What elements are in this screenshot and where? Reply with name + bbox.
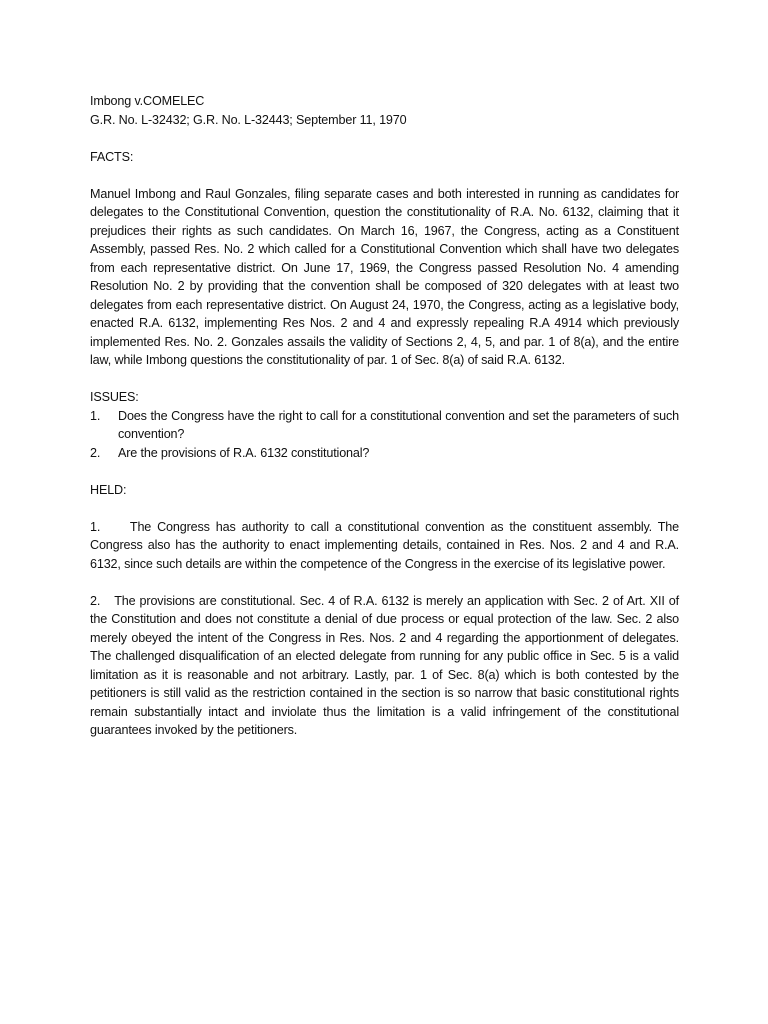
held-heading: HELD: [90, 482, 127, 497]
facts-paragraph: Manuel Imbong and Raul Gonzales, filing separate cases and both interested in running as candidates for delegates to the Constitutional Convention, question the constitutionality of R.A. No. 6132, claiming that it prejudices their rights as such candidates. On March 16, 1967, the Congress, acting as a Constituent Assembly, passed Res. No. 2 which called for a Constitutional Convention which shall have two delegates from each representative district. On June 17, 1969, the Congress passed Resolution No. 4 amending Resolution No. 2 by providing that the convention shall be composed of 320 delegates with at least two delegates from each representative district. On August 24, 1970, the Congress, acting as a legislative body, enacted R.A. 6132, implementing Res Nos. 2 and 4 and expressly repealing R.A 4914 which previously implemented Res. No. 2. Gonzales assails the validity of Sections 2, 4, 5, and par. 1 of 8(a), and the entire law, while Imbong questions the constitutionality of par. 1 of Sec. 8(a) of said R.A. 6132. [90, 186, 679, 367]
issue-item [90, 407, 679, 444]
issue-text: Does the Congress have the right to call for a constitutional convention and set the parameters of such convention? [118, 408, 679, 441]
held-text: The Congress has authority to call a constitutional convention as the constituent assembly. The Congress also has the authority to enact implementing details, contained in Res. Nos. 2 and 4 and R.A. 6132, since such details are within the competence of the Congress in the exercise of its legislative power. [90, 519, 680, 571]
held-number: 2. [90, 593, 101, 608]
held-number: 1. [90, 519, 101, 534]
held-item [90, 518, 679, 574]
issue-item [90, 444, 679, 463]
spacer [90, 370, 679, 389]
document-page [90, 92, 679, 740]
spacer [90, 166, 679, 185]
issues-heading: ISSUES: [90, 390, 139, 404]
held-text: The provisions are constitutional. Sec. 4 of R.A. 6132 is merely an application with Sec. 2 of Art. XII of the Constitution and does not constitute a denial of due process or equal protection of the law. Sec. 2 also merely obeyed the intent of the Congress in Res. Nos. 2 and 4 regarding the apportionment of delegates. The challenged disqualification of an elected delegate from running for any public office in Sec. 5 is a valid limitation as it is reasonable and not arbitrary. Lastly, par. 1 of Sec. 8(a) which is both contested by the petitioners is still valid as the restriction contained in the section is so narrow that basic constitutional rights remain substantially intact and inviolate thus the limitation is a valid infringement of the constitutional guarantees invoked by the petitioners. [90, 593, 679, 737]
facts-heading: FACTS: [90, 149, 134, 164]
issue-number: 1. [90, 408, 101, 423]
spacer [90, 129, 679, 148]
held-item [90, 592, 679, 740]
spacer [90, 573, 679, 592]
spacer [90, 499, 679, 518]
case-citation: G.R. No. L-32432; G.R. No. L-32443; September 11, 1970 [90, 112, 407, 127]
issue-number: 2. [90, 445, 101, 460]
spacer [90, 462, 679, 481]
issue-text: Are the provisions of R.A. 6132 constitutional? [118, 445, 370, 460]
case-title: Imbong v.COMELEC [90, 94, 205, 108]
